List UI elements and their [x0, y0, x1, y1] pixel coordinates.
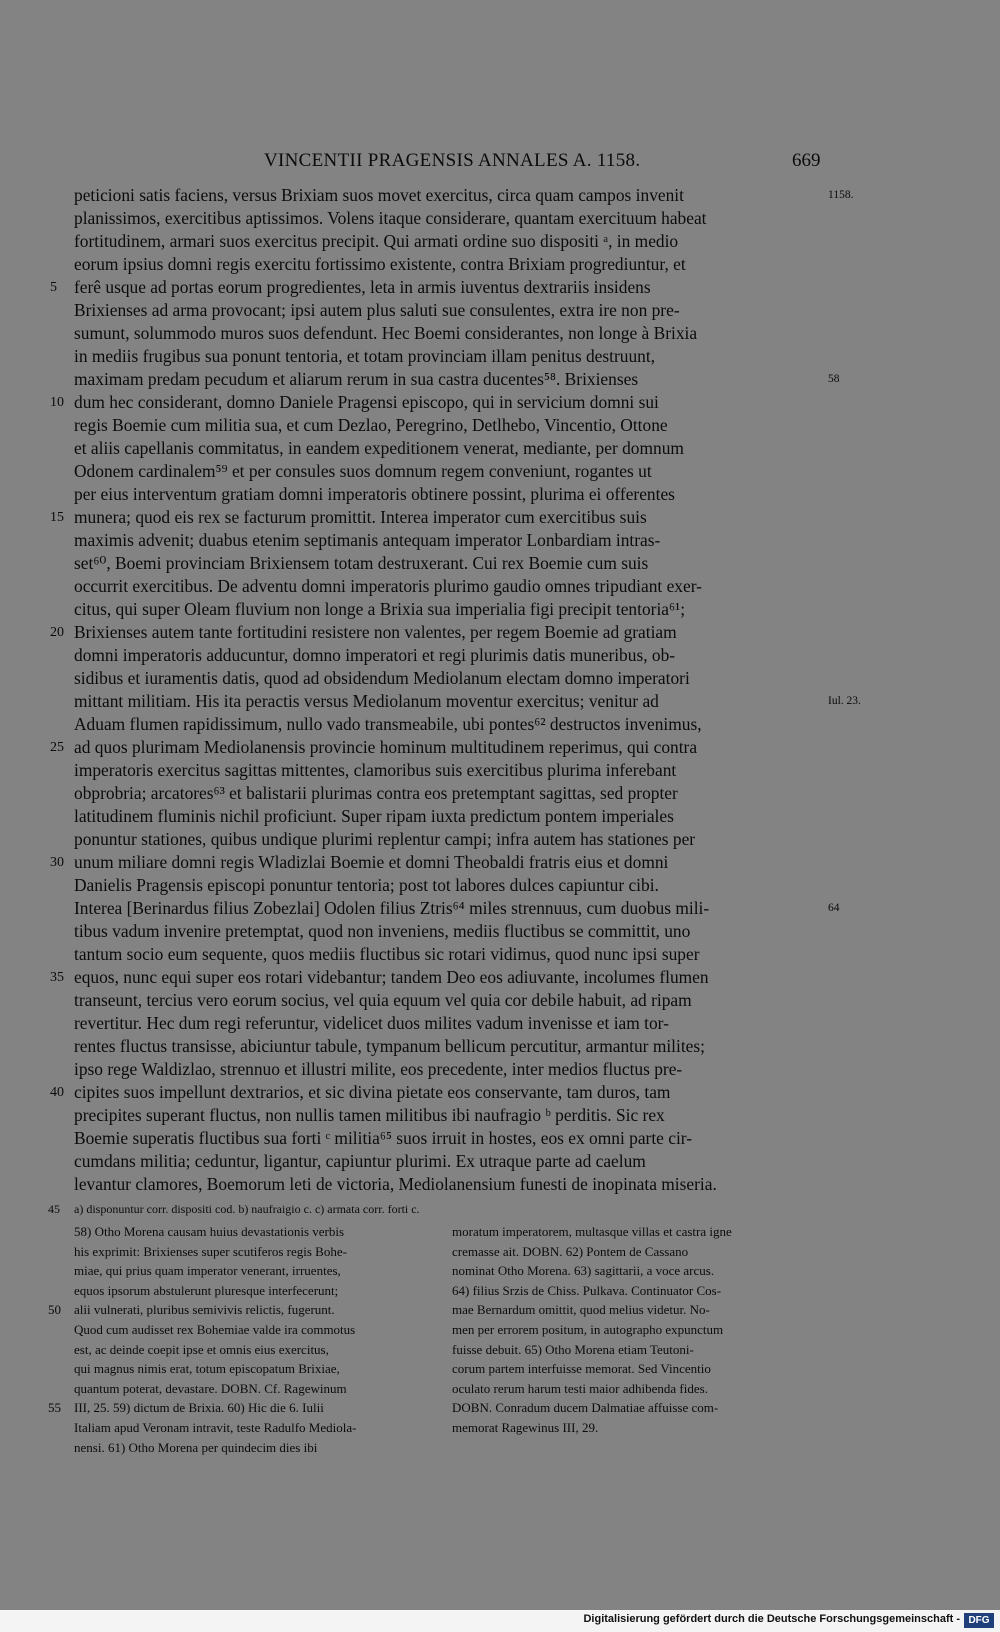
footer-credit: Digitalisierung gefördert durch die Deutsche Forschungsgemeinschaft -	[583, 1613, 960, 1625]
text-line: dum hec considerant, domno Daniele Pragensi episcopo, qui in servicium domni sui	[74, 392, 659, 412]
footnote-line-number: 55	[48, 1400, 61, 1416]
footnote-line: equos ipsorum abstulerunt pluresque interfecerunt;	[74, 1282, 339, 1298]
footnote-line: nominat Otho Morena. 63) sagittarii, a voce arcus.	[452, 1263, 715, 1279]
text-line: equos, nunc equi super eos rotari videbantur; tandem Deo eos adiuvante, incolumes flumen	[74, 967, 709, 987]
text-line: Brixienses autem tante fortitudini resistere non valentes, per regem Boemie ad gratiam	[74, 622, 677, 642]
text-line: tantum socio eum sequente, quos mediis fluctibus sic rotari vidimus, quod nunc ipsi super	[74, 944, 700, 964]
line-number: 20	[50, 625, 64, 640]
footnote-line: moratum imperatorem, multasque villas et castra igne	[452, 1224, 732, 1239]
apparatus-line-number: 45	[48, 1202, 60, 1216]
line-number: 15	[50, 510, 64, 525]
margin-note-64: 64	[828, 902, 840, 914]
footnote-line: quantum poterat, devastare. DOBN. Cf. Ragewinum	[74, 1380, 347, 1396]
text-line: precipites superant fluctus, non nullis tamen militibus ibi naufragio ᵇ perditis. Sic rex	[74, 1105, 665, 1125]
text-line: peticioni satis faciens, versus Brixiam suos movet exercitus, circa quam campos invenit	[74, 185, 684, 205]
footnote-line: qui magnus nimis erat, totum episcopatum Brixiae,	[74, 1361, 340, 1377]
footnote-line: 58) Otho Morena causam huius devastationis verbis	[74, 1224, 345, 1239]
text-line: maximis advenit; duabus etenim septimanis antequam imperator Lonbardiam intras-	[74, 530, 661, 550]
footnote-line: 64) filius Srzis de Chiss. Pulkava. Continuator Cos-	[452, 1282, 722, 1298]
text-line: imperatoris exercitus sagittas mittentes, clamoribus suis exercitibus plurima inferebant	[74, 760, 677, 780]
footnote-line: miae, qui prius quam imperator venerant, irruentes,	[74, 1263, 341, 1279]
footnote-line-number: 50	[48, 1302, 61, 1318]
text-line: Interea [Berinardus filius Zobezlai] Odolen filius Ztris⁶⁴ miles strennuus, cum duobus mili-	[74, 898, 710, 918]
digitization-footer	[0, 1610, 1000, 1632]
text-line: ponuntur stationes, quibus undique plurimi replentur campi; infra autem has stationes per	[74, 829, 696, 849]
footnote-line: oculato rerum harum testi maior adhibenda fides.	[452, 1380, 708, 1396]
footnotes-right-column	[452, 1222, 822, 1438]
text-line: Aduam flumen rapidissimum, nullo vado transmeabile, ubi pontes⁶² destructos invenimus,	[74, 714, 702, 734]
text-line: tibus vadum invenire pretemptat, quod non inveniens, mediis fluctibus se committit, uno	[74, 921, 691, 941]
footnote-line: cremasse ait. DOBN. 62) Pontem de Cassano	[452, 1243, 689, 1259]
footnote-line: mae Bernardum omittit, quod melius videtur. No-	[452, 1302, 710, 1318]
text-line: occurrit exercitibus. De adventu domni imperatoris plurimo gaudio omnes tripudiant exer-	[74, 576, 702, 596]
text-line: planissimos, exercitibus aptissimos. Volens itaque considerare, quantam exercituum habeat	[74, 208, 707, 228]
text-line: unum miliare domni regis Wladizlai Boemie et domni Theobaldi fratris eius et domni	[74, 852, 669, 872]
text-line: transeunt, tercius vero eorum socius, vel quia equum vel quia cor debile habuit, ad ripam	[74, 990, 692, 1010]
footnote-line: DOBN. Conradum ducem Dalmatiae affuisse com-	[452, 1400, 719, 1416]
footnote-line: his exprimit: Brixienses super scutiferos regis Bohe-	[74, 1243, 347, 1259]
text-line: cipites suos impellunt dextrarios, et sic divina pietate eos conservante, tam duros, tam	[74, 1082, 671, 1102]
text-line: eorum ipsius domni regis exercitu fortissimo existente, contra Brixiam progrediuntur, et	[74, 254, 686, 274]
footnote-line: est, ac deinde coepit ipse et omnis eius exercitus,	[74, 1341, 329, 1357]
text-line: ipso rege Waldizlao, strennuo et illustri milite, eos precedente, inter medios fluctus pre-	[74, 1059, 683, 1079]
text-line: sidibus et iuramentis datis, quod ad obsidendum Mediolanum electam domno imperatori	[74, 668, 690, 688]
footnote-line: nensi. 61) Otho Morena per quindecim dies ibi	[74, 1439, 318, 1455]
line-number: 25	[50, 740, 64, 755]
page-number: 669	[792, 150, 821, 171]
text-line: et aliis capellanis commitatus, in eandem expeditionem venerat, mediante, per domnum	[74, 438, 684, 458]
text-line: latitudinem fluminis nichil proficiunt. Super ripam iuxta predictum pontem imperiales	[74, 806, 674, 826]
footnote-line: Quod cum audisset rex Bohemiae valde ira commotus	[74, 1321, 356, 1337]
footnote-line: III, 25. 59) dictum de Brixia. 60) Hic die 6. Iulii	[74, 1400, 324, 1416]
dfg-logo: DFG	[964, 1613, 994, 1628]
footnote-line: Italiam apud Veronam intravit, teste Radulfo Mediola-	[74, 1419, 357, 1435]
text-line: Boemie superatis fluctibus sua forti ᶜ militia⁶⁵ suos irruit in hostes, eos ex omni parte cir-	[74, 1128, 693, 1148]
footnote-line: corum partem interfuisse memorat. Sed Vincentio	[452, 1361, 711, 1377]
text-line: ferê usque ad portas eorum progredientes, leta in armis iuventus dextrariis insidens	[74, 277, 651, 297]
line-number: 10	[50, 395, 64, 410]
text-line: rentes fluctus transisse, abiciuntur tabule, tympanum bellicum percutitur, armantur milites;	[74, 1036, 705, 1056]
footnotes-left-column	[74, 1222, 434, 1457]
text-line: fortitudinem, armari suos exercitus precipit. Qui armati ordine suo dispositi ᵃ, in medio	[74, 231, 679, 251]
footnote-line: memorat Ragewinus III, 29.	[452, 1419, 599, 1435]
footnote-line: fuisse debuit. 65) Otho Morena etiam Teutoni-	[452, 1341, 694, 1357]
text-line: regis Boemie cum militia sua, et cum Dezlao, Peregrino, Detlhebo, Vincentio, Ottone	[74, 415, 668, 435]
text-line: citus, qui super Oleam fluvium non longe a Brixia sua imperialia figi precipit tentoria⁶¹;	[74, 599, 686, 619]
text-line: obprobria; arcatores⁶³ et balistarii plurimas contra eos pretemptant sagittas, sed propter	[74, 783, 678, 803]
text-line: mittant militiam. His ita peractis versus Mediolanum moventur exercitus; venitur ad	[74, 691, 659, 711]
page-header	[0, 150, 1000, 176]
text-line: Odonem cardinalem⁵⁹ et per consules suos domnum regem conveniunt, rogantes ut	[74, 461, 652, 481]
text-line: Danielis Pragensis episcopi ponuntur tentoria; post tot labores dulces capiuntur cibi.	[74, 875, 659, 895]
text-line: maximam predam pecudum et aliarum rerum in sua castra ducentes⁵⁸. Brixienses	[74, 369, 639, 389]
text-line: per eius interventum gratiam domni imperatoris obtinere possint, plurima ei offerentes	[74, 484, 675, 504]
line-number: 5	[50, 280, 57, 295]
text-line: in mediis frugibus sua ponunt tentoria, et totam provinciam illam penitus destruunt,	[74, 346, 656, 366]
line-number: 30	[50, 855, 64, 870]
text-line: revertitur. Hec dum regi referuntur, videlicet duos milites vadum invenisse et iam tor-	[74, 1013, 669, 1033]
running-head: VINCENTII PRAGENSIS ANNALES A. 1158.	[264, 150, 641, 171]
text-line: cumdans militia; ceduntur, ligantur, capiuntur plurimi. Ex utraque parte ad caelum	[74, 1151, 646, 1171]
line-number: 40	[50, 1085, 64, 1100]
text-line: Brixienses ad arma provocant; ipsi autem plus saluti sue consulentes, extra ire non pre-	[74, 300, 680, 320]
text-line: domni imperatoris adducuntur, domno imperatori et regi plurimis datis muneribus, ob-	[74, 645, 676, 665]
footnote-line: alii vulnerati, pluribus semivivis relictis, fugerunt.	[74, 1302, 335, 1318]
text-line: levantur clamores, Boemorum leti de victoria, Mediolanensium funesti de inopinata miseria.	[74, 1174, 717, 1194]
margin-note-58: 58	[828, 373, 840, 385]
text-line: munera; quod eis rex se facturum promittit. Interea imperator cum exercitibus suis	[74, 507, 647, 527]
text-line: sumunt, solummodo muros suos defendunt. Hec Boemi considerantes, non longe à Brixia	[74, 323, 698, 343]
line-number: 35	[50, 970, 64, 985]
footnote-line: men per errorem positum, in autographo expunctum	[452, 1321, 724, 1337]
critical-apparatus: a) disponuntur corr. dispositi cod. b) naufraigio c. c) armata corr. forti c.	[74, 1202, 420, 1216]
text-line: set⁶⁰, Boemi provinciam Brixiensem totam destruxerant. Cui rex Boemie cum suis	[74, 553, 649, 573]
margin-year: 1158.	[828, 189, 854, 201]
text-line: ad quos plurimam Mediolanensis provincie hominum multitudinem reperimus, qui contra	[74, 737, 698, 757]
margin-date: Iul. 23.	[828, 695, 861, 707]
